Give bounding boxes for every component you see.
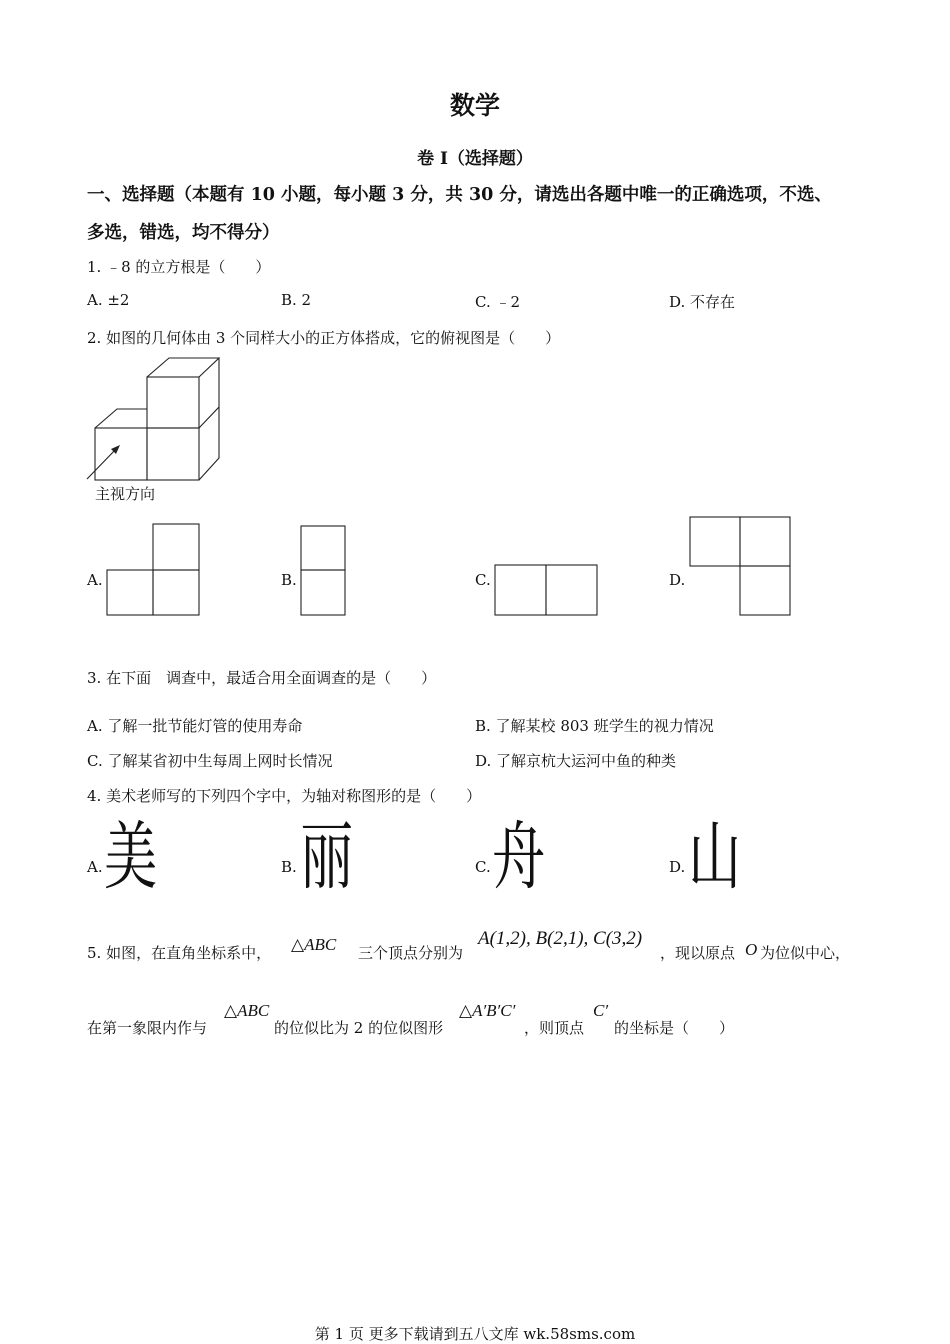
section-heading-line2: 多选，错选，均不得分） [87,223,280,243]
q1-option-a: A. ±2 [87,291,130,309]
q5-text-5: 在第一象限内作与 [87,1019,208,1037]
q2-option-d: D. [669,571,686,589]
q5-text-1: 5. 如图，在直角坐标系中， [87,944,272,962]
view-direction-label: 主视方向 [95,485,156,503]
q3-option-b: B. 了解某校 803 班学生的视力情况 [475,717,714,735]
paper-subtitle: 卷 I（选择题） [417,149,533,169]
q2-option-c: C. [475,571,491,589]
q5-triangle-abc: △ABC [291,935,337,954]
q4-option-a: A. [87,858,103,876]
q4-option-c: C. [475,858,491,876]
section-heading-line1: 一、选择题（本题有 10 小题，每小题 3 分，共 30 分，请选出各题中唯一的正确选项，不选、 [87,185,832,205]
q1-option-d: D. 不存在 [669,293,736,311]
q1-option-b: B. 2 [281,291,312,309]
q5-text-8: 的坐标是（ ） [614,1019,735,1037]
page-title: 数学 [449,91,500,120]
q3-option-d: D. 了解京杭大运河中鱼的种类 [475,752,677,770]
q4-option-d: D. [669,858,686,876]
question-1-stem: 1. ﹣8 的立方根是（ ） [87,258,271,276]
q4-option-b: B. [281,858,297,876]
q4-glyph-d: 山 [688,814,742,900]
q5-text-6: 的位似比为 2 的位似图形 [274,1019,444,1037]
q5-vertex-c-prime: C′ [593,1001,609,1020]
q5-text-7: ，则顶点 [524,1019,585,1037]
q5-text-3: ，现以原点 [660,944,736,962]
q2-option-c-figure [494,564,599,617]
q2-option-a-figure [106,523,201,616]
question-2-stem: 2. 如图的几何体由 3 个同样大小的正方体搭成，它的俯视图是（ ） [87,329,561,347]
q5-triangle-image: △A′B′C′ [459,1001,516,1020]
q5-vertex-coordinates: A(1,2), B(2,1), C(3,2) [478,928,643,949]
q4-glyph-a: 美 [104,814,158,900]
q5-origin-o: O [745,940,758,959]
q5-triangle-abc-2: △ABC [224,1001,270,1020]
q5-text-2: 三个顶点分别为 [358,944,464,962]
question-3-stem: 3. 在下面 调查中，最适合用全面调查的是（ ） [87,669,437,687]
question-4-stem: 4. 美术老师写的下列四个字中，为轴对称图形的是（ ） [87,787,482,805]
q2-option-b: B. [281,571,297,589]
q2-option-b-figure [300,525,347,616]
q4-glyph-b: 丽 [300,814,354,900]
q2-option-d-figure [689,516,792,617]
cube-figure [84,355,224,485]
q3-option-c: C. 了解某省初中生每周上网时长情况 [87,752,333,770]
q5-text-4: 为位似中心， [760,944,851,962]
q2-option-a: A. [87,571,103,589]
q4-glyph-c: 舟 [492,814,546,900]
page-footer: 第 1 页 更多下载请到五八文库 wk.58sms.com [314,1325,636,1343]
q1-option-c: C. ﹣2 [475,293,521,311]
q3-option-a: A. 了解一批节能灯管的使用寿命 [87,717,303,735]
